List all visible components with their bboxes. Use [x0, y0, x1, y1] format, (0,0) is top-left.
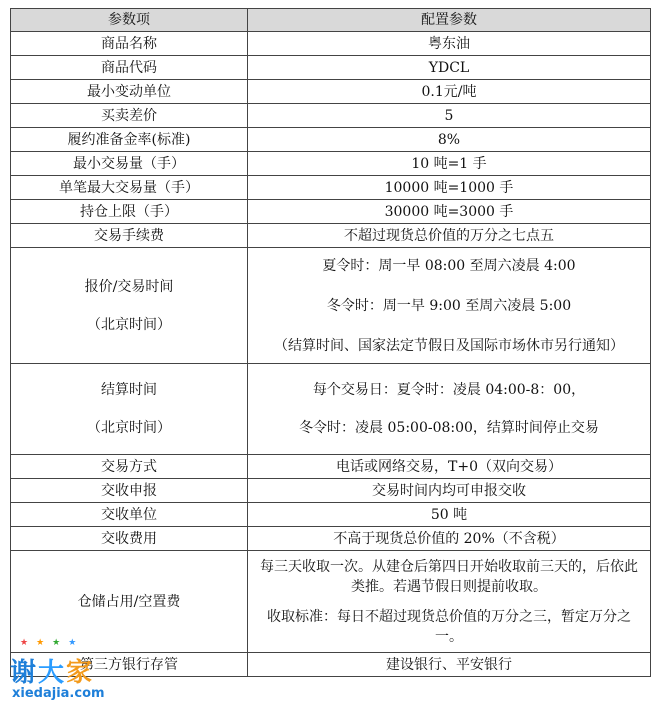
watermark-brand: 谢大家 — [10, 658, 95, 688]
storage-value — [248, 551, 651, 653]
table-row — [11, 32, 651, 56]
quote-time-label: 报价/交易时间 — [84, 278, 174, 295]
table-row — [11, 224, 651, 248]
quote-time-param — [11, 248, 248, 364]
storage-line1: 每三天收取一次。从建仓后第四日开始收取前三天的，后依此类推。若遇节假日则提前收取。 — [260, 558, 638, 595]
quote-time-zone: （北京时间） — [87, 316, 171, 333]
row-param: 持仓上限（手） — [11, 200, 248, 224]
row-value: 10 吨=1 手 — [248, 152, 651, 176]
table-row — [11, 80, 651, 104]
table-row-settle-time — [11, 364, 651, 455]
table-row — [11, 128, 651, 152]
row-param: 交收费用 — [11, 527, 248, 551]
row-value: 5 — [248, 104, 651, 128]
table-row — [11, 479, 651, 503]
row-param: 最小变动单位 — [11, 80, 248, 104]
header-value: 配置参数 — [248, 9, 651, 32]
row-param: 商品代码 — [11, 56, 248, 80]
row-value: 0.1元/吨 — [248, 80, 651, 104]
row-param: 交收单位 — [11, 503, 248, 527]
table-row — [11, 455, 651, 479]
table-row — [11, 56, 651, 80]
row-param: 买卖差价 — [11, 104, 248, 128]
row-value: 粤东油 — [248, 32, 651, 56]
table-row — [11, 503, 651, 527]
bank-param: 第三方银行存管 — [11, 653, 248, 677]
table-row — [11, 176, 651, 200]
row-value: 不超过现货总价值的万分之七点五 — [248, 224, 651, 248]
settle-time-line1: 每个交易日：夏令时：凌晨 04:00-8：00， — [312, 382, 586, 398]
row-param: 商品名称 — [11, 32, 248, 56]
row-value: 电话或网络交易，T+0（双向交易） — [248, 455, 651, 479]
watermark-domain: xiedajia.com — [12, 686, 105, 701]
settle-time-value — [248, 364, 651, 455]
header-param: 参数项 — [11, 9, 248, 32]
watermark-logo — [6, 634, 118, 706]
table-row-quote-time — [11, 248, 651, 364]
row-value: 8% — [248, 128, 651, 152]
bank-value: 建设银行、平安银行 — [248, 653, 651, 677]
table-row — [11, 200, 651, 224]
row-param: 履约准备金率(标准) — [11, 128, 248, 152]
row-param: 交收申报 — [11, 479, 248, 503]
row-param: 最小交易量（手） — [11, 152, 248, 176]
quote-time-summer: 夏令时：周一早 08:00 至周六凌晨 4:00 — [322, 257, 576, 274]
spec-table — [10, 8, 651, 677]
storage-param: 仓储占用/空置费 — [11, 551, 248, 653]
row-value: 10000 吨=1000 手 — [248, 176, 651, 200]
quote-time-value — [248, 248, 651, 364]
quote-time-winter: 冬令时：周一早 9:00 至周六凌晨 5:00 — [326, 297, 572, 314]
row-value: 50 吨 — [248, 503, 651, 527]
row-value: 30000 吨=3000 手 — [248, 200, 651, 224]
quote-time-note: （结算时间、国家法定节假日及国际市场休市另行通知） — [274, 337, 624, 354]
table-row — [11, 152, 651, 176]
row-param: 单笔最大交易量（手） — [11, 176, 248, 200]
row-param: 交易方式 — [11, 455, 248, 479]
star-icons: ★★★★ — [20, 638, 85, 648]
storage-line2: 收取标准：每日不超过现货总价值的万分之三，暂定万分之一。 — [267, 608, 631, 645]
settle-time-line2: 冬令时：凌晨 05:00-08:00，结算时间停止交易 — [299, 420, 599, 436]
row-param: 交易手续费 — [11, 224, 248, 248]
row-value: 交易时间内均可申报交收 — [248, 479, 651, 503]
row-value: 不高于现货总价值的 20%（不含税） — [248, 527, 651, 551]
table-row — [11, 527, 651, 551]
settle-time-zone: （北京时间） — [87, 420, 171, 436]
settle-time-label: 结算时间 — [101, 382, 157, 398]
settle-time-param — [11, 364, 248, 455]
table-row — [11, 104, 651, 128]
row-value: YDCL — [248, 56, 651, 80]
